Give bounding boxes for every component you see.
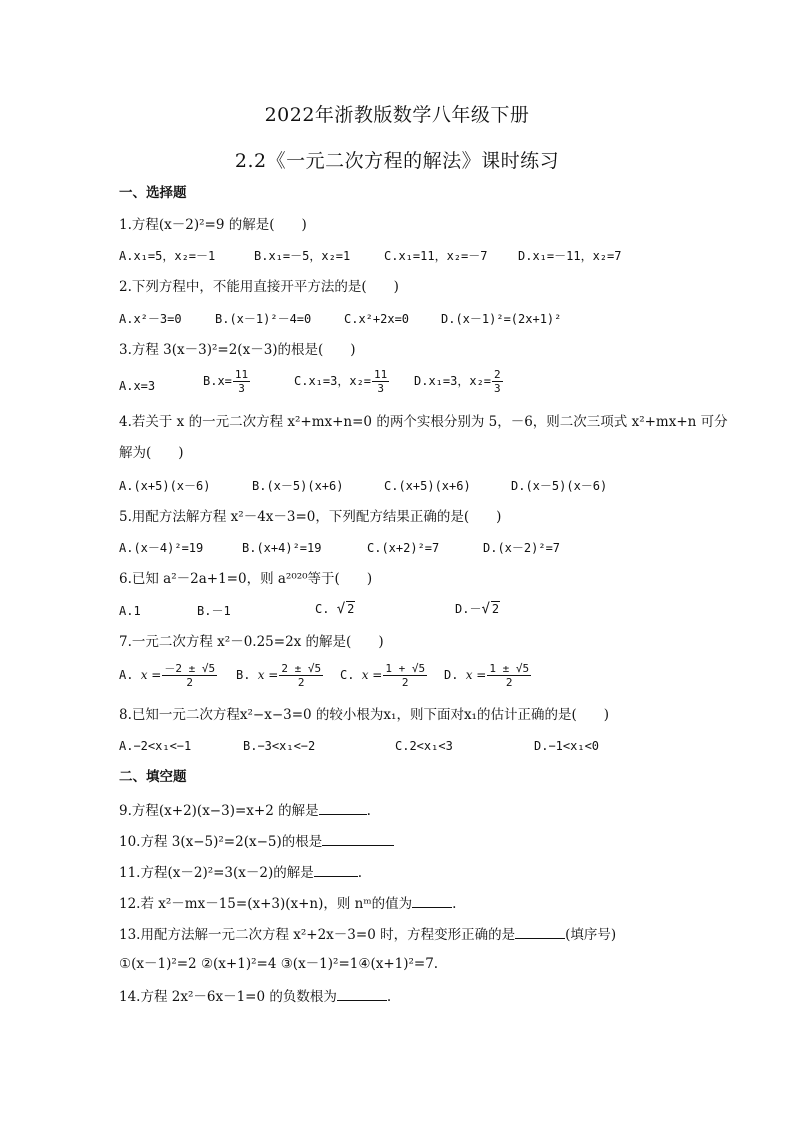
equation-lhs: x = [361,668,383,682]
question-3-option-d-fraction [492,368,503,395]
question-5-stem: 5.用配方法解方程 x²－4x－3=0，下列配方结果正确的是( ) [119,509,502,525]
question-3-option-c-label: C.x₁=3，x₂= [294,374,372,388]
question-3-option-b-fraction [233,368,250,395]
question-7-option-d-label: D. [444,668,459,682]
question-9-end: . [366,803,371,819]
question-9 [119,800,371,820]
question-5-option-d: D.(x－2)²=7 [483,541,561,555]
fraction-numerator: 1 ± √5 [489,662,530,675]
question-1-option-a: A.x₁=5，x₂=－1 [119,249,216,263]
answer-blank[interactable] [322,831,394,846]
fraction-numerator: 2 ± √5 [281,662,322,675]
question-1-option-d: D.x₁=－11，x₂=7 [518,249,622,263]
question-13-options: ①(x－1)²=2 ②(x+1)²=4 ③(x－1)²=1④(x+1)²=7. [119,956,439,972]
question-2-option-c: C.x²+2x=0 [344,312,410,326]
question-8-option-a: A.−2<x₁<−1 [119,739,192,753]
question-4-stem-continued: 解为( ) [119,445,184,461]
question-11 [119,862,362,882]
question-14-end: . [386,989,392,1005]
fraction-denominator: 2 [505,676,513,689]
question-6-option-b: B.－1 [197,604,231,618]
fraction-numerator: 2 [494,368,501,381]
question-9-stem: 9.方程(x+2)(x−3)=x+2 的解是 [119,803,319,819]
question-6-option-c [315,600,355,618]
equation-lhs: x = [140,668,162,682]
question-4-option-d: D.(x－5)(x－6) [511,479,608,493]
question-11-end: . [357,865,363,881]
question-7-option-a [119,662,218,689]
fraction-denominator: 2 [297,676,305,689]
question-4-stem: 4.若关于 x 的一元二次方程 x²+mx+n=0 的两个实根分别为 5，－6，则二次三项式 x²+mx+n 可分 [119,414,728,430]
question-3-stem: 3.方程 3(x－3)²=2(x－3)的根是( ) [119,342,356,358]
question-8-option-c: C.2<x₁<3 [395,739,453,753]
question-13-stem: 13.用配方法解一元二次方程 x²+2x－3=0 时，方程变形正确的是 [119,927,516,943]
question-14-stem: 14.方程 2x²－6x－1=0 的负数根为 [119,989,337,1005]
fraction-denominator: 2 [401,676,409,689]
answer-blank[interactable] [412,893,452,908]
question-6-option-a: A.1 [119,604,141,618]
question-11-stem: 11.方程(x－2)²=3(x－2)的解是 [119,865,314,881]
question-2-stem: 2.下列方程中，不能用直接开平方法的是( ) [119,279,399,295]
question-3-option-c [294,368,390,395]
question-5-option-c: C.(x+2)²=7 [367,541,440,555]
question-2-option-d: D.(x－1)²=(2x+1)² [441,312,562,326]
answer-blank[interactable] [314,862,358,877]
question-4-option-a: A.(x+5)(x－6) [119,479,211,493]
question-6-option-d-label: D.－ [455,602,482,616]
question-5-option-b: B.(x+4)²=19 [242,541,322,555]
fraction-denominator: 3 [238,382,245,395]
document-title: 2022年浙教版数学八年级下册 [264,104,530,126]
question-12-stem: 12.若 x²－mx－15=(x+3)(x+n)，则 nᵐ的值为 [119,896,413,912]
question-10 [119,831,394,851]
answer-blank[interactable] [337,986,387,1001]
question-7-option-b-label: B. [236,668,251,682]
question-7-option-c-fraction [383,662,427,689]
question-13-end: (填序号) [565,927,617,943]
sqrt-icon: √ [336,601,346,617]
fraction-numerator: －2 ± √5 [164,662,216,675]
fraction-denominator: 3 [494,382,501,395]
question-1-option-c: C.x₁=11，x₂=－7 [384,249,488,263]
question-7-option-c [340,662,428,689]
question-1-stem: 1.方程(x－2)²=9 的解是( ) [119,217,307,233]
section-heading-choice: 一、选择题 [119,185,187,201]
fraction-denominator: 3 [377,382,384,395]
question-7-option-d-fraction [487,662,531,689]
question-6-stem: 6.已知 a²－2a+1=0，则 a²⁰²⁰等于( ) [119,571,373,587]
question-3-option-d [414,368,504,395]
fraction-denominator: 2 [186,676,194,689]
question-8-stem: 8.已知一元二次方程x²−x−3=0 的较小根为x₁，则下面对x₁的估计正确的是( ) [119,707,610,723]
question-3-option-b [203,368,251,395]
question-10-stem: 10.方程 3(x−5)²=2(x−5)的根是 [119,834,323,850]
question-6-option-d [455,600,500,618]
question-3-option-c-fraction [372,368,389,395]
fraction-numerator: 1 + √5 [385,662,426,675]
question-6-option-c-label: C. [315,602,330,616]
equation-lhs: x = [465,668,487,682]
question-8-option-d: D.−1<x₁<0 [534,739,600,753]
question-4-option-b: B.(x－5)(x+6) [252,479,344,493]
section-heading-fill: 二、填空题 [119,769,187,785]
question-13 [119,924,616,944]
question-12 [119,893,456,913]
fraction-numerator: 11 [374,368,388,381]
document-subtitle: 2.2《一元二次方程的解法》课时练习 [234,150,560,172]
question-2-option-a: A.x²－3=0 [119,312,182,326]
radicand: 2 [491,602,500,616]
question-7-option-a-fraction [162,662,217,689]
fraction-numerator: 11 [234,368,249,381]
question-7-option-b [236,662,324,689]
question-3-option-d-label: D.x₁=3，x₂= [414,374,492,388]
question-7-option-c-label: C. [340,668,355,682]
sqrt-icon: √ [481,601,490,617]
question-7-option-d [444,662,532,689]
question-3-option-b-label: B.x= [203,374,232,388]
question-14 [119,986,391,1006]
question-8-option-b: B.−3<x₁<−2 [243,739,316,753]
answer-blank[interactable] [515,924,565,939]
answer-blank[interactable] [319,800,367,815]
question-2-option-b: B.(x－1)²－4=0 [215,312,312,326]
question-3-option-a: A.x=3 [119,379,156,393]
radicand: 2 [347,602,355,616]
question-5-option-a: A.(x－4)²=19 [119,541,204,555]
question-1-option-b: B.x₁=－5，x₂=1 [254,249,351,263]
question-7-option-a-label: A. [119,668,134,682]
question-12-end: . [452,896,457,912]
question-7-stem: 7.一元二次方程 x²－0.25=2x 的解是( ) [119,634,384,650]
question-7-option-b-fraction [279,662,323,689]
equation-lhs: x = [257,668,279,682]
question-4-option-c: C.(x+5)(x+6) [384,479,471,493]
